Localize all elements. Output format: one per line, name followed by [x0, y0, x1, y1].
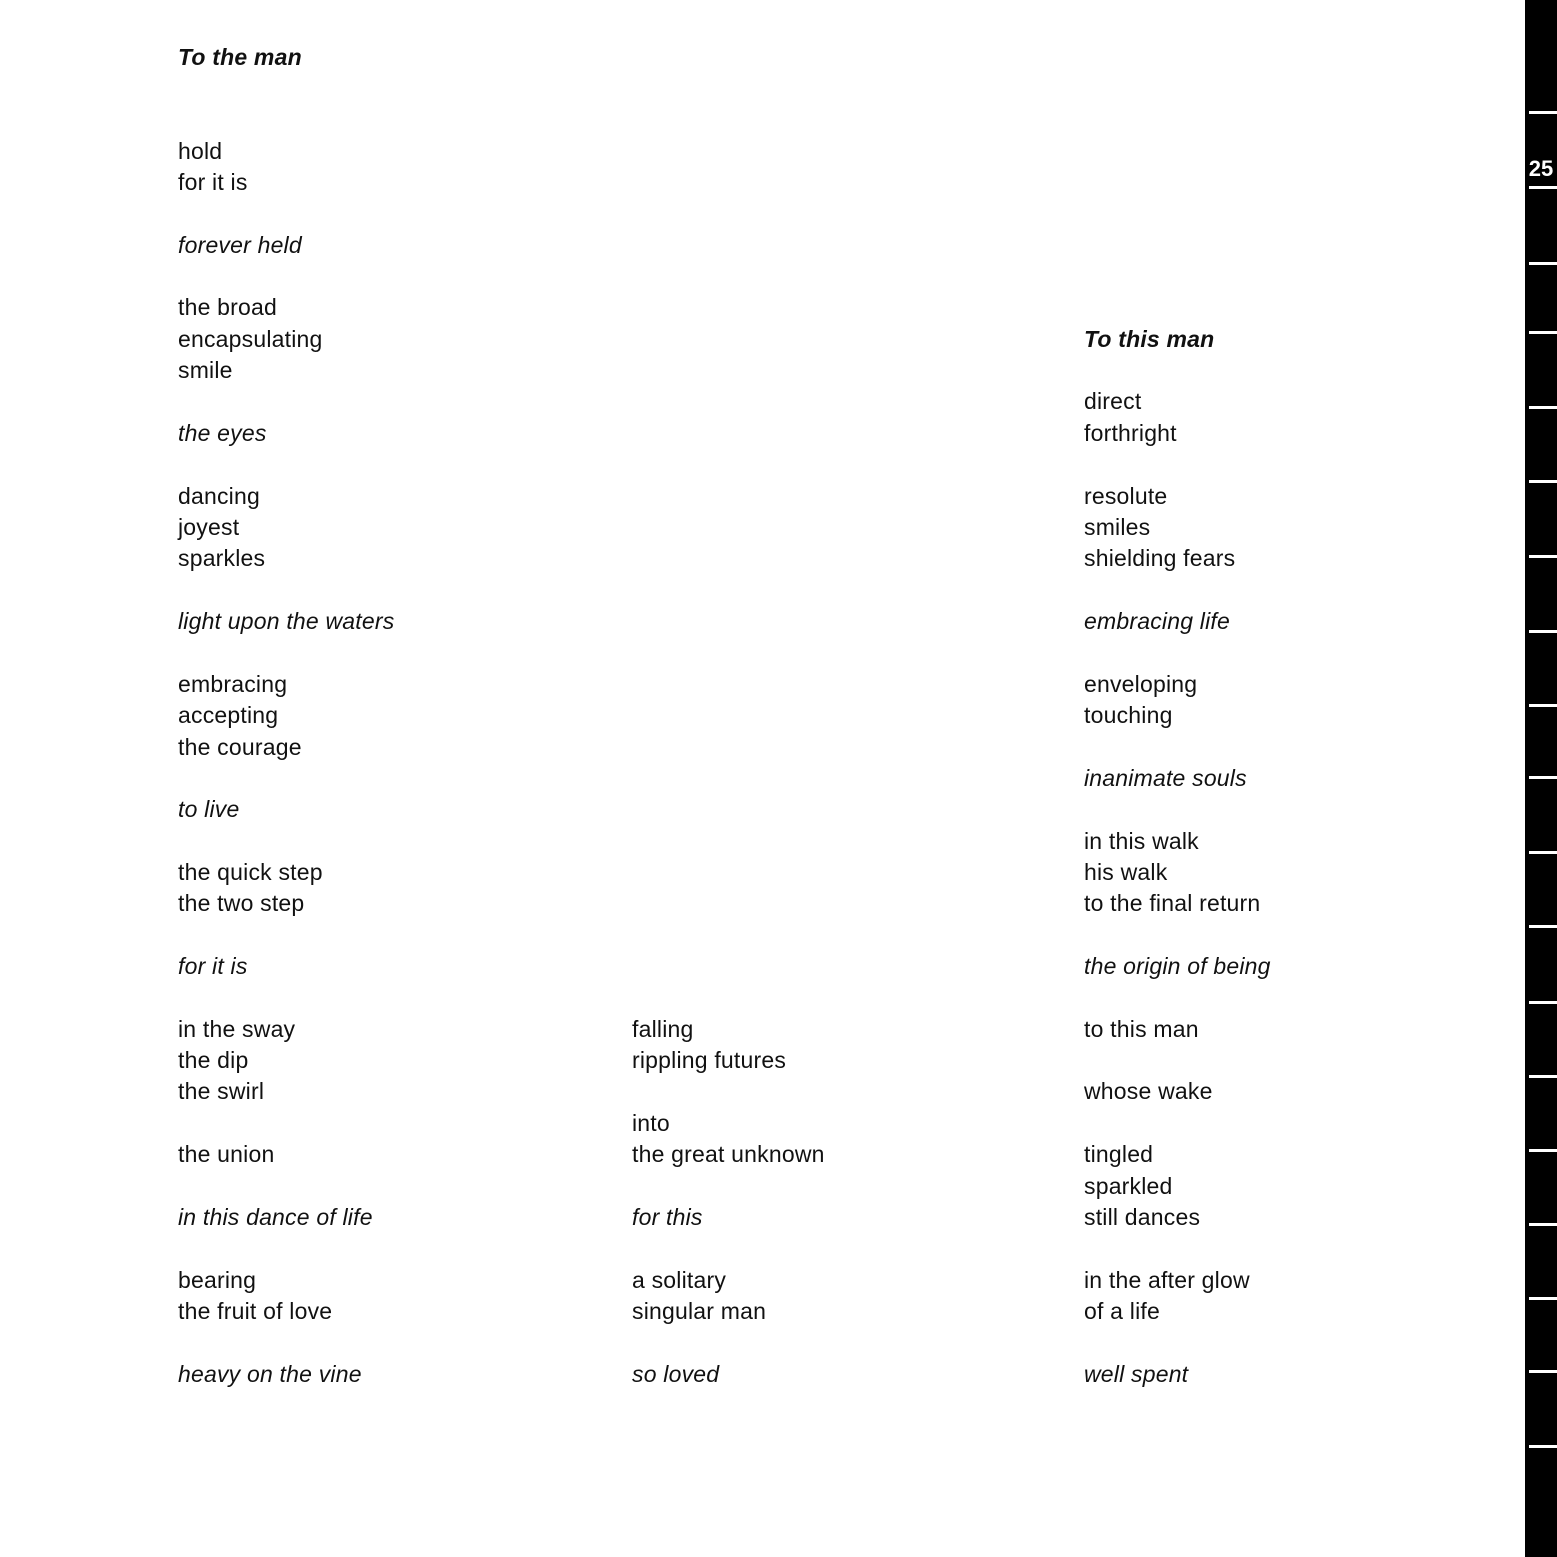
poem-line: still dances [1084, 1204, 1201, 1230]
poem-line: the union [178, 1141, 275, 1167]
poem-line: hold [178, 138, 223, 164]
poem-line: in the sway [178, 1016, 296, 1042]
poem-line: embracing [178, 671, 288, 697]
poem-line: to live [178, 796, 240, 822]
margin-tick [1529, 851, 1557, 854]
margin-tick [1529, 704, 1557, 707]
margin-tick [1529, 1297, 1557, 1300]
poem-line: whose wake [1084, 1078, 1213, 1104]
poem-line: shielding fears [1084, 545, 1236, 571]
margin-tick [1529, 1445, 1557, 1448]
poem-line: the great unknown [632, 1141, 825, 1167]
poem-line: touching [1084, 702, 1173, 728]
poem-right-title: To this man [1084, 326, 1215, 352]
poem-line: encapsulating [178, 326, 323, 352]
poem-line: dancing [178, 483, 260, 509]
poem-line: falling [632, 1016, 694, 1042]
poem-line: in the after glow [1084, 1267, 1250, 1293]
poem-line: inanimate souls [1084, 765, 1247, 791]
margin-tick [1529, 1149, 1557, 1152]
margin-tick [1529, 1001, 1557, 1004]
poem-line: the dip [178, 1047, 249, 1073]
poem-line: for it is [178, 169, 248, 195]
poem-line: forthright [1084, 420, 1177, 446]
poem-line: the swirl [178, 1078, 265, 1104]
poem-line: his walk [1084, 859, 1168, 885]
poem-line: a solitary [632, 1267, 727, 1293]
poem-line: into [632, 1110, 670, 1136]
margin-tick [1529, 630, 1557, 633]
margin-tick [1529, 555, 1557, 558]
poem-line: smile [178, 357, 233, 383]
poem-line: the origin of being [1084, 953, 1271, 979]
margin-tick [1529, 1223, 1557, 1226]
poem-line: the two step [178, 890, 305, 916]
poem-line: singular man [632, 1298, 767, 1324]
poem-line: direct [1084, 388, 1142, 414]
poem-line: the eyes [178, 420, 267, 446]
poem-line: to this man [1084, 1016, 1199, 1042]
margin-tick [1529, 186, 1557, 189]
poem-line: to the final return [1084, 890, 1261, 916]
poem-line: the courage [178, 734, 302, 760]
poem-line: the fruit of love [178, 1298, 333, 1324]
margin-tick [1529, 111, 1557, 114]
poem-line: the quick step [178, 859, 323, 885]
poem-line: rippling futures [632, 1047, 787, 1073]
poem-line: embracing life [1084, 608, 1230, 634]
poem-line: forever held [178, 232, 302, 258]
poem-line: of a life [1084, 1298, 1160, 1324]
poem-line: enveloping [1084, 671, 1198, 697]
poem-line: sparkles [178, 545, 266, 571]
poem-line: smiles [1084, 514, 1151, 540]
poem-line: accepting [178, 702, 279, 728]
poem-line: in this dance of life [178, 1204, 373, 1230]
poem-left-title: To the man [178, 44, 302, 70]
poem-line: well spent [1084, 1361, 1189, 1387]
margin-tick [1529, 262, 1557, 265]
poem-line: for this [632, 1204, 703, 1230]
margin-tick [1529, 925, 1557, 928]
poem-line: light upon the waters [178, 608, 395, 634]
margin-tick [1529, 1075, 1557, 1078]
poem-line: heavy on the vine [178, 1361, 362, 1387]
poem-line: joyest [178, 514, 240, 540]
poem-line: bearing [178, 1267, 257, 1293]
page-number: 25 [1528, 156, 1554, 181]
margin-tick [1529, 776, 1557, 779]
poem-line: the broad [178, 294, 277, 320]
margin-tick [1529, 1370, 1557, 1373]
poem-line: so loved [632, 1361, 720, 1387]
margin-tick [1529, 480, 1557, 483]
poem-line: sparkled [1084, 1173, 1173, 1199]
poem-line: resolute [1084, 483, 1168, 509]
margin-tick [1529, 406, 1557, 409]
poem-line: tingled [1084, 1141, 1154, 1167]
poem-line: in this walk [1084, 828, 1199, 854]
poem-line: for it is [178, 953, 248, 979]
margin-tick [1529, 331, 1557, 334]
